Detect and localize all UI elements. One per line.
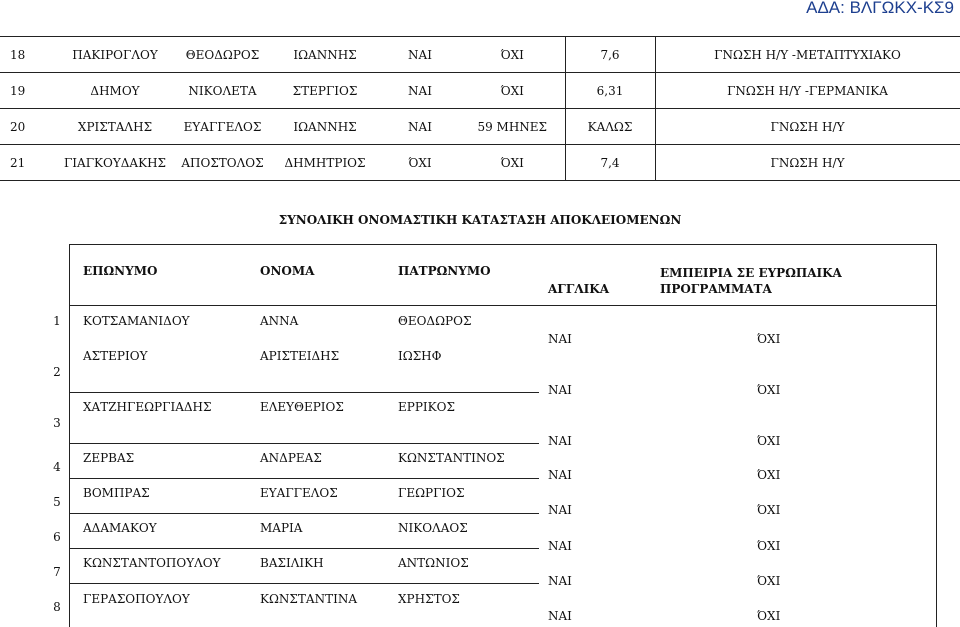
cell-experience: ΌΧΙ: [757, 434, 781, 448]
cell-surname: ΠΑΚΙΡΟΓΛΟΥ: [55, 37, 175, 73]
cell-surname: ΓΕΡΑΣΟΠΟΥΛΟΥ: [83, 592, 190, 606]
cell-experience: ΌΧΙ: [757, 609, 781, 623]
cell-other-qualifications: ΓΝΩΣΗ Η/Υ -ΜΕΤΑΠΤΥΧΙΑΚΟ: [655, 37, 960, 73]
cell-father-name: ΙΩΣΗΦ: [398, 349, 442, 363]
cell-other-qualifications: ΓΝΩΣΗ Η/Υ -ΓΕΡΜΑΝΙΚΑ: [655, 73, 960, 109]
cell-grade: 6,31: [565, 73, 655, 109]
cell-english: ΝΑΙ: [548, 539, 572, 553]
cell-name: ΝΙΚΟΛΕΤΑ: [175, 73, 270, 109]
row-number: 6: [53, 530, 61, 544]
cell-name: ΑΝΝΑ: [260, 314, 299, 328]
cell-name: ΒΑΣΙΛΙΚΗ: [260, 556, 324, 570]
row-divider: [69, 478, 539, 479]
cell-experience: ΌΧΙ: [460, 145, 565, 181]
row-number: 1: [53, 314, 61, 328]
header-experience-line2: ΠΡΟΓΡΑΜΜΑΤΑ: [660, 282, 772, 296]
cell-father-name: ΚΩΝΣΤΑΝΤΙΝΟΣ: [398, 451, 505, 465]
cell-surname: ΑΣΤΕΡΙΟΥ: [83, 349, 148, 363]
table-border-top: [69, 244, 937, 245]
cell-name: ΜΑΡΙΑ: [260, 521, 303, 535]
ada-watermark: ΑΔΑ: ΒΛΓΩΚΧ-ΚΣ9: [806, 0, 954, 17]
previous-page-table: [0, 36, 960, 181]
cell-row-number: 20: [0, 109, 55, 145]
cell-english: ΝΑΙ: [548, 609, 572, 623]
row-divider: [69, 443, 539, 444]
cell-name: ΚΩΝΣΤΑΝΤΙΝΑ: [260, 592, 357, 606]
cell-surname: ΑΔΑΜΑΚΟΥ: [83, 521, 157, 535]
cell-father-name: ΕΡΡΙΚΟΣ: [398, 400, 455, 414]
table-row: [0, 145, 960, 181]
cell-english: ΝΑΙ: [380, 37, 460, 73]
cell-english: ΝΑΙ: [380, 109, 460, 145]
cell-grade: 7,4: [565, 145, 655, 181]
cell-grade: 7,6: [565, 37, 655, 73]
cell-father-name: ΘΕΟΔΩΡΟΣ: [398, 314, 472, 328]
cell-surname: ΔΗΜΟΥ: [55, 73, 175, 109]
cell-other-qualifications: ΓΝΩΣΗ Η/Υ: [655, 109, 960, 145]
cell-experience: ΌΧΙ: [757, 539, 781, 553]
header-name: ΟΝΟΜΑ: [260, 264, 315, 278]
cell-english: ΝΑΙ: [380, 73, 460, 109]
cell-experience: ΌΧΙ: [757, 383, 781, 397]
row-number: 8: [53, 600, 61, 614]
cell-english: ΝΑΙ: [548, 574, 572, 588]
cell-english: ΌΧΙ: [380, 145, 460, 181]
header-divider: [69, 305, 937, 306]
header-experience-line1: ΕΜΠΕΙΡΙΑ ΣΕ ΕΥΡΩΠΑΙΚΑ: [660, 266, 842, 280]
cell-row-number: 19: [0, 73, 55, 109]
cell-surname: ΚΩΝΣΤΑΝΤΟΠΟΥΛΟΥ: [83, 556, 221, 570]
cell-experience: ΌΧΙ: [757, 468, 781, 482]
cell-name: ΕΛΕΥΘΕΡΙΟΣ: [260, 400, 344, 414]
table-row: [0, 109, 960, 145]
header-english: ΑΓΓΛΙΚΑ: [548, 282, 610, 296]
cell-father-name: ΑΝΤΩΝΙΟΣ: [398, 556, 469, 570]
cell-surname: ΧΡΙΣΤΑΛΗΣ: [55, 109, 175, 145]
cell-name: ΕΥΑΓΓΕΛΟΣ: [260, 486, 338, 500]
cell-name: ΑΠΟΣΤΟΛΟΣ: [175, 145, 270, 181]
table-row: [0, 73, 960, 109]
row-number: 2: [53, 365, 61, 379]
row-divider: [69, 513, 539, 514]
row-divider: [69, 548, 539, 549]
row-divider: [69, 583, 539, 584]
cell-english: ΝΑΙ: [548, 383, 572, 397]
cell-name: ΘΕΟΔΩΡΟΣ: [175, 37, 270, 73]
cell-name: ΕΥΑΓΓΕΛΟΣ: [175, 109, 270, 145]
cell-experience: ΌΧΙ: [460, 37, 565, 73]
cell-experience: ΌΧΙ: [460, 73, 565, 109]
cell-father-name: ΣΤΕΡΓΙΟΣ: [270, 73, 380, 109]
cell-experience: ΌΧΙ: [757, 332, 781, 346]
cell-row-number: 18: [0, 37, 55, 73]
cell-name: ΑΝΔΡΕΑΣ: [260, 451, 322, 465]
table-row: [0, 37, 960, 73]
row-number: 4: [53, 460, 61, 474]
cell-father-name: ΧΡΗΣΤΟΣ: [398, 592, 460, 606]
cell-row-number: 21: [0, 145, 55, 181]
cell-name: ΑΡΙΣΤΕΙΔΗΣ: [260, 349, 340, 363]
cell-english: ΝΑΙ: [548, 503, 572, 517]
row-number: 5: [53, 495, 61, 509]
header-surname: ΕΠΩΝΥΜΟ: [83, 264, 158, 278]
row-number: 7: [53, 565, 61, 579]
cell-surname: ΧΑΤΖΗΓΕΩΡΓΙΑΔΗΣ: [83, 400, 212, 414]
cell-experience: ΌΧΙ: [757, 574, 781, 588]
cell-father-name: ΓΕΩΡΓΙΟΣ: [398, 486, 465, 500]
cell-english: ΝΑΙ: [548, 332, 572, 346]
cell-father-name: ΔΗΜΗΤΡΙΟΣ: [270, 145, 380, 181]
table-border-right: [936, 244, 937, 627]
cell-english: ΝΑΙ: [548, 434, 572, 448]
cell-experience: 59 ΜΗΝΕΣ: [460, 109, 565, 145]
cell-father-name: ΙΩΑΝΝΗΣ: [270, 109, 380, 145]
cell-other-qualifications: ΓΝΩΣΗ Η/Υ: [655, 145, 960, 181]
cell-surname: ΖΕΡΒΑΣ: [83, 451, 135, 465]
cell-surname: ΚΟΤΣΑΜΑΝΙΔΟΥ: [83, 314, 190, 328]
cell-grade: ΚΑΛΩΣ: [565, 109, 655, 145]
cell-english: ΝΑΙ: [548, 468, 572, 482]
cell-surname: ΒΟΜΠΡΑΣ: [83, 486, 150, 500]
cell-father-name: ΝΙΚΟΛΑΟΣ: [398, 521, 468, 535]
section-title: ΣΥΝΟΛΙΚΗ ΟΝΟΜΑΣΤΙΚΗ ΚΑΤΑΣΤΑΣΗ ΑΠΟΚΛΕΙΟΜΕΝΩΝ: [278, 213, 682, 227]
cell-surname: ΓΙΑΓΚΟΥΔΑΚΗΣ: [55, 145, 175, 181]
cell-father-name: ΙΩΑΝΝΗΣ: [270, 37, 380, 73]
cell-experience: ΌΧΙ: [757, 503, 781, 517]
header-father: ΠΑΤΡΩΝΥΜΟ: [398, 264, 491, 278]
row-divider: [69, 392, 539, 393]
row-number: 3: [53, 416, 61, 430]
